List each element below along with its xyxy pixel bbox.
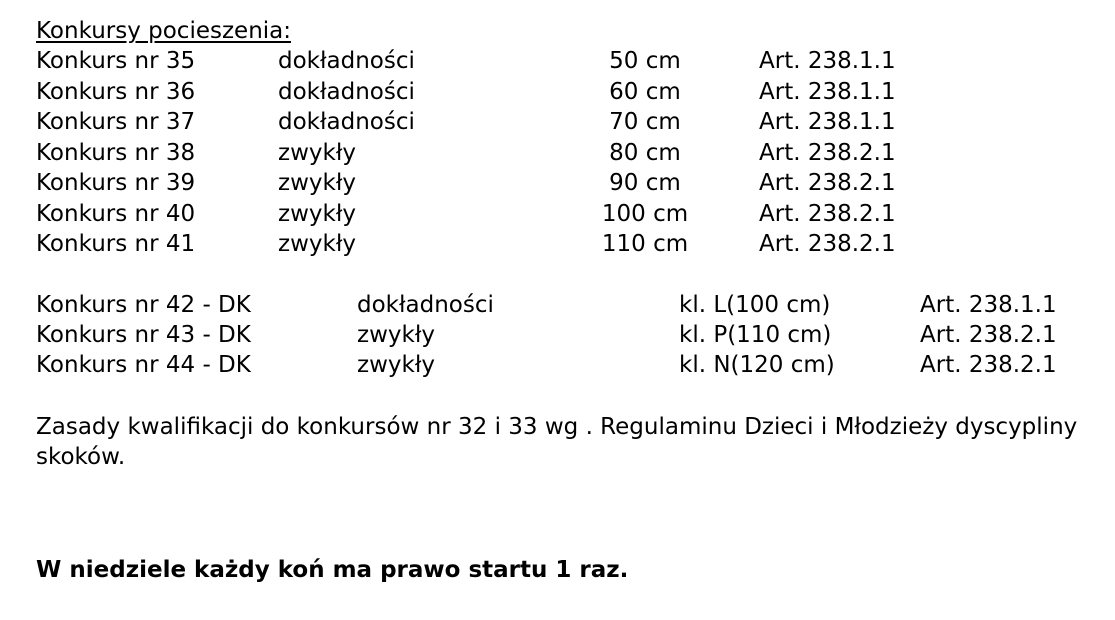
competition-row	[0, 46, 1115, 76]
competition-article: Art. 238.2.1	[920, 352, 1057, 378]
competition-article: Art. 238.1.1	[759, 109, 896, 135]
competition-class: kl. N(120 cm)	[679, 352, 835, 378]
competition-type: zwykły	[278, 170, 356, 196]
competition-row	[0, 199, 1115, 229]
competition-type: zwykły	[278, 140, 356, 166]
competition-type: zwykły	[278, 201, 356, 227]
competition-height: 70 cm	[609, 109, 681, 135]
competition-article: Art. 238.2.1	[920, 322, 1057, 348]
competition-height: 90 cm	[609, 170, 681, 196]
dk-competition-row	[0, 320, 1115, 350]
competition-class: kl. L(100 cm)	[679, 292, 831, 318]
competition-height: 50 cm	[609, 48, 681, 74]
competition-height: 80 cm	[609, 140, 681, 166]
competition-type: dokładności	[278, 79, 415, 105]
competition-article: Art. 238.1.1	[759, 79, 896, 105]
competition-name: Konkurs nr 36	[36, 79, 196, 105]
competition-article: Art. 238.2.1	[759, 170, 896, 196]
competition-name: Konkurs nr 44 - DK	[36, 352, 251, 378]
competition-article: Art. 238.2.1	[759, 201, 896, 227]
competition-row	[0, 229, 1115, 259]
competition-row	[0, 168, 1115, 198]
competition-article: Art. 238.2.1	[759, 140, 896, 166]
competition-article: Art. 238.1.1	[759, 48, 896, 74]
competition-height: 100 cm	[601, 201, 689, 227]
competition-class: kl. P(110 cm)	[679, 322, 832, 348]
sunday-note: W niedziele każdy koń ma prawo startu 1 raz.	[36, 557, 629, 583]
competition-row	[0, 77, 1115, 107]
competition-article: Art. 238.1.1	[920, 292, 1057, 318]
competition-name: Konkurs nr 38	[36, 140, 196, 166]
competition-article: Art. 238.2.1	[759, 231, 896, 257]
competition-row	[0, 138, 1115, 168]
competition-height: 60 cm	[609, 79, 681, 105]
competition-name: Konkurs nr 35	[36, 48, 196, 74]
section-heading: Konkursy pocieszenia:	[36, 18, 292, 44]
competition-row	[0, 107, 1115, 137]
competition-type: zwykły	[357, 352, 435, 378]
competition-name: Konkurs nr 42 - DK	[36, 292, 251, 318]
competition-name: Konkurs nr 39	[36, 170, 196, 196]
competition-name: Konkurs nr 40	[36, 201, 196, 227]
competition-type: zwykły	[357, 322, 435, 348]
competition-type: dokładności	[278, 48, 415, 74]
competition-height: 110 cm	[601, 231, 689, 257]
competition-type: dokładności	[357, 292, 494, 318]
competition-type: zwykły	[278, 231, 356, 257]
competition-name: Konkurs nr 37	[36, 109, 196, 135]
dk-competition-row	[0, 350, 1115, 380]
competition-name: Konkurs nr 41	[36, 231, 196, 257]
qualification-paragraph: Zasady kwalifikacji do konkursów nr 32 i 33 wg . Regulaminu Dzieci i Młodzieży dyscypliny skoków.	[36, 414, 1078, 470]
competition-type: dokładności	[278, 109, 415, 135]
competition-name: Konkurs nr 43 - DK	[36, 322, 251, 348]
dk-competition-row	[0, 290, 1115, 320]
